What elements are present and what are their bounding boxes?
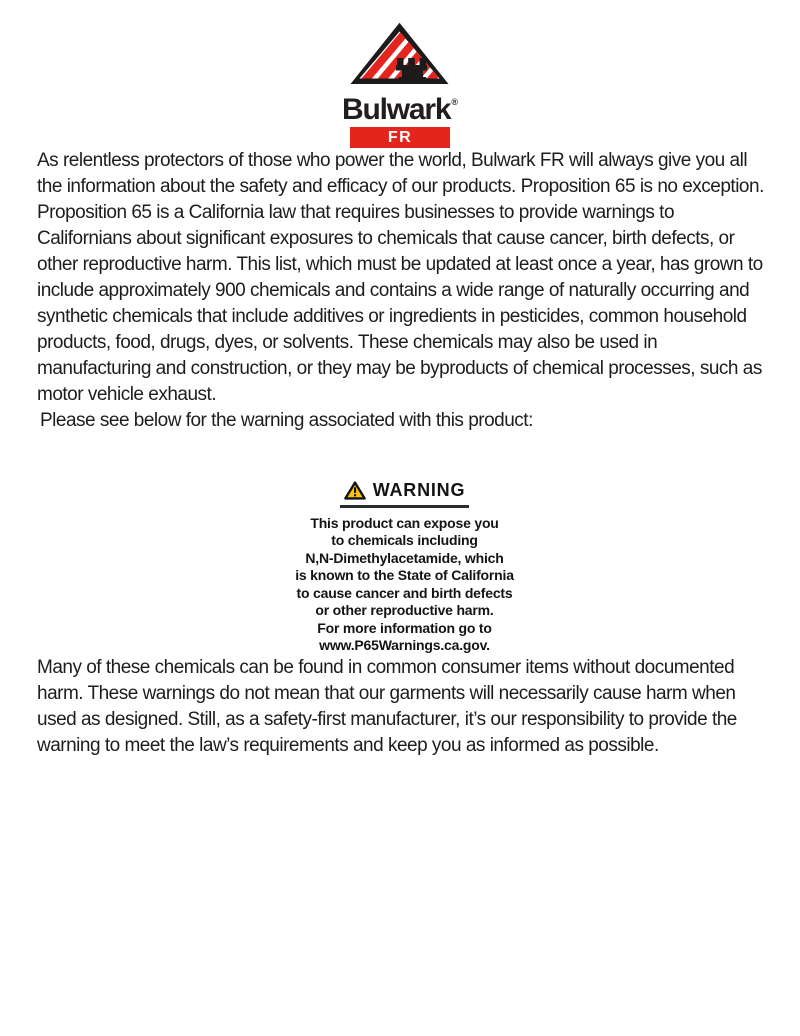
fr-badge: FR bbox=[350, 127, 450, 148]
warning-line: N,N-Dimethylacetamide, which bbox=[305, 549, 504, 566]
bulwark-logo bbox=[0, 0, 800, 148]
warning-underline bbox=[340, 505, 469, 508]
warning-line: This product can expose you bbox=[310, 514, 499, 531]
warning-text bbox=[37, 515, 772, 655]
warning-triangle-icon bbox=[344, 481, 366, 500]
brand-name: Bulwark bbox=[342, 93, 451, 126]
warning-line: www.P65Warnings.ca.gov. bbox=[319, 637, 490, 653]
brand-wordmark bbox=[0, 88, 800, 124]
prop65-warning-label bbox=[37, 480, 772, 655]
warning-line: For more information go to bbox=[317, 619, 492, 636]
see-below-line: Please see below for the warning associated with this product: bbox=[40, 410, 533, 431]
warning-header bbox=[37, 480, 772, 501]
closing-paragraph: Many of these chemicals can be found in common consumer items without documented harm. These warnings do not mean that our garments will necessarily cause harm when used as designed. Still, as a safety-first manufacturer, it’s our responsibility to provide the warning to meet the law’s requirements and keep you as informed as possible. bbox=[37, 656, 737, 756]
prop65-paragraph: Proposition 65 is a California law that requires businesses to provide warnings to Californians about significant exposures to chemicals that cause cancer, birth defects, or other reproductive harm. This list, which must be updated at least once a year, has grown to include approximately 900 chemicals and contains a wide range of naturally occurring and synthetic chemicals that include additives or ingredients in pesticides, common household products, food, drugs, dyes, or solvents. These chemicals may also be used in manufacturing and construction, or they may be byproducts of chemical processes, such as motor vehicle exhaust. bbox=[37, 202, 763, 405]
warning-heading: WARNING bbox=[372, 480, 466, 500]
warning-line: to chemicals including bbox=[331, 532, 478, 548]
bulwark-castle-triangle-icon bbox=[350, 22, 450, 85]
registered-trademark-symbol: ® bbox=[451, 97, 458, 107]
page-content bbox=[0, 148, 800, 759]
warning-line: is known to the State of California bbox=[295, 567, 514, 583]
warning-line: or other reproductive harm. bbox=[315, 602, 494, 618]
warning-line: to cause cancer and birth defects bbox=[296, 584, 513, 601]
intro-paragraph: As relentless protectors of those who power the world, Bulwark FR will always give you all the information about the safety and efficacy of our products. Proposition 65 is no exception. bbox=[37, 150, 764, 197]
